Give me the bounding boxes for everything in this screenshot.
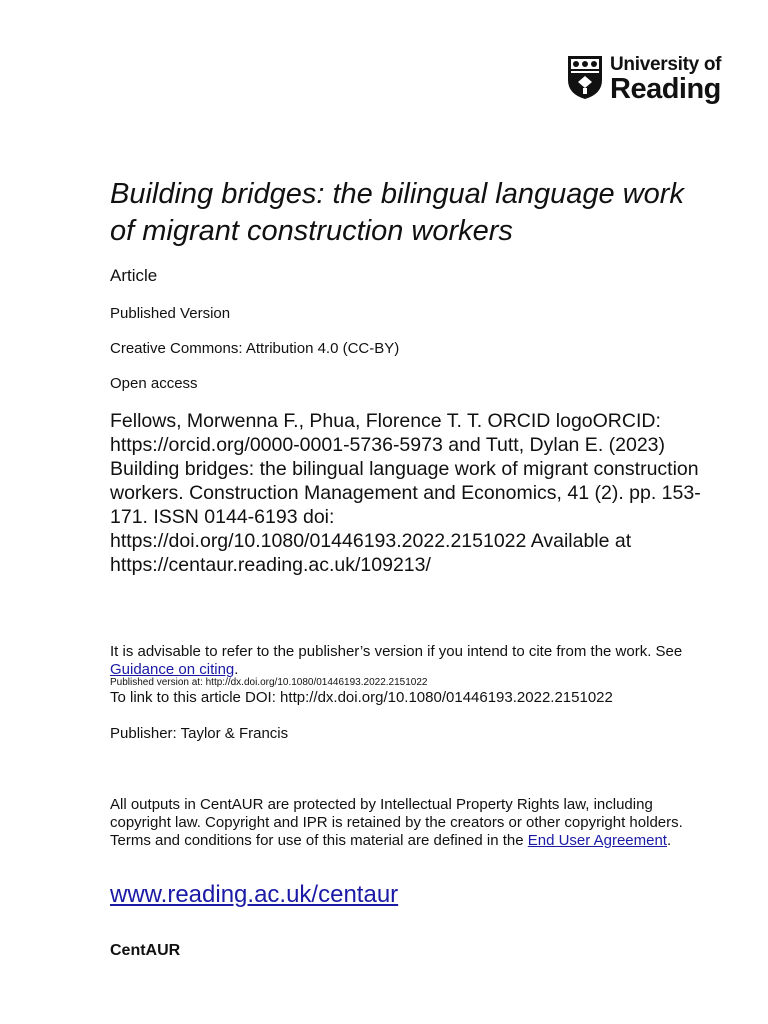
centaur-footer: CentAUR: [110, 942, 181, 959]
logo-text-line1: University of: [610, 54, 722, 75]
rights-end: .: [666, 832, 672, 849]
access-label: Open access: [110, 375, 198, 392]
version-label: Published Version: [110, 305, 231, 322]
rights-statement: [110, 796, 700, 850]
rights-text: All outputs in CentAUR are protected by Intellectual Property Rights law, including copyright law. Copyright and IPR is retained by the creators or other copyright holders. Terms and conditions for use of this material are defined in the: [110, 796, 683, 849]
crest-icon: [566, 54, 604, 100]
citation-text: Fellows, Morwenna F., Phua, Florence T. T. ORCID logoORCID: https://orcid.org/0000-0001-5736-5973 and Tutt, Dylan E. (2023) Building bridges: the bilingual language work of migrant construction workers. Construction Management and Economics, 41 (2). pp. 153-171. ISSN 0144-6193 doi: https://doi.org/10.1080/01446193.2022.2151022 Available at https://centaur.reading.ac.uk/109213/: [110, 410, 701, 576]
published-version-note: Published version at: http://dx.doi.org/10.1080/01446193.2022.2151022: [110, 677, 428, 688]
item-type: Article: [110, 266, 158, 285]
end-user-agreement-link[interactable]: End User Agreement: [527, 832, 667, 849]
citing-advice: [110, 643, 690, 679]
license-label: Creative Commons: Attribution 4.0 (CC-BY): [110, 340, 400, 357]
logo-text-line2: Reading: [610, 73, 721, 105]
guidance-on-citing-link[interactable]: Guidance on citing: [110, 661, 235, 678]
paper-title: Building bridges: the bilingual language work of migrant construction workers: [110, 178, 684, 247]
citing-advice-text: It is advisable to refer to the publisher’s version if you intend to cite from the work. See: [110, 643, 683, 660]
publisher-label: Publisher: Taylor & Francis: [110, 725, 289, 742]
citing-advice-end: .: [234, 661, 239, 678]
university-logo: [566, 54, 724, 106]
centaur-site-link[interactable]: www.reading.ac.uk/centaur: [110, 881, 399, 908]
doi-link-text: To link to this article DOI: http://dx.doi.org/10.1080/01446193.2022.2151022: [110, 689, 613, 706]
